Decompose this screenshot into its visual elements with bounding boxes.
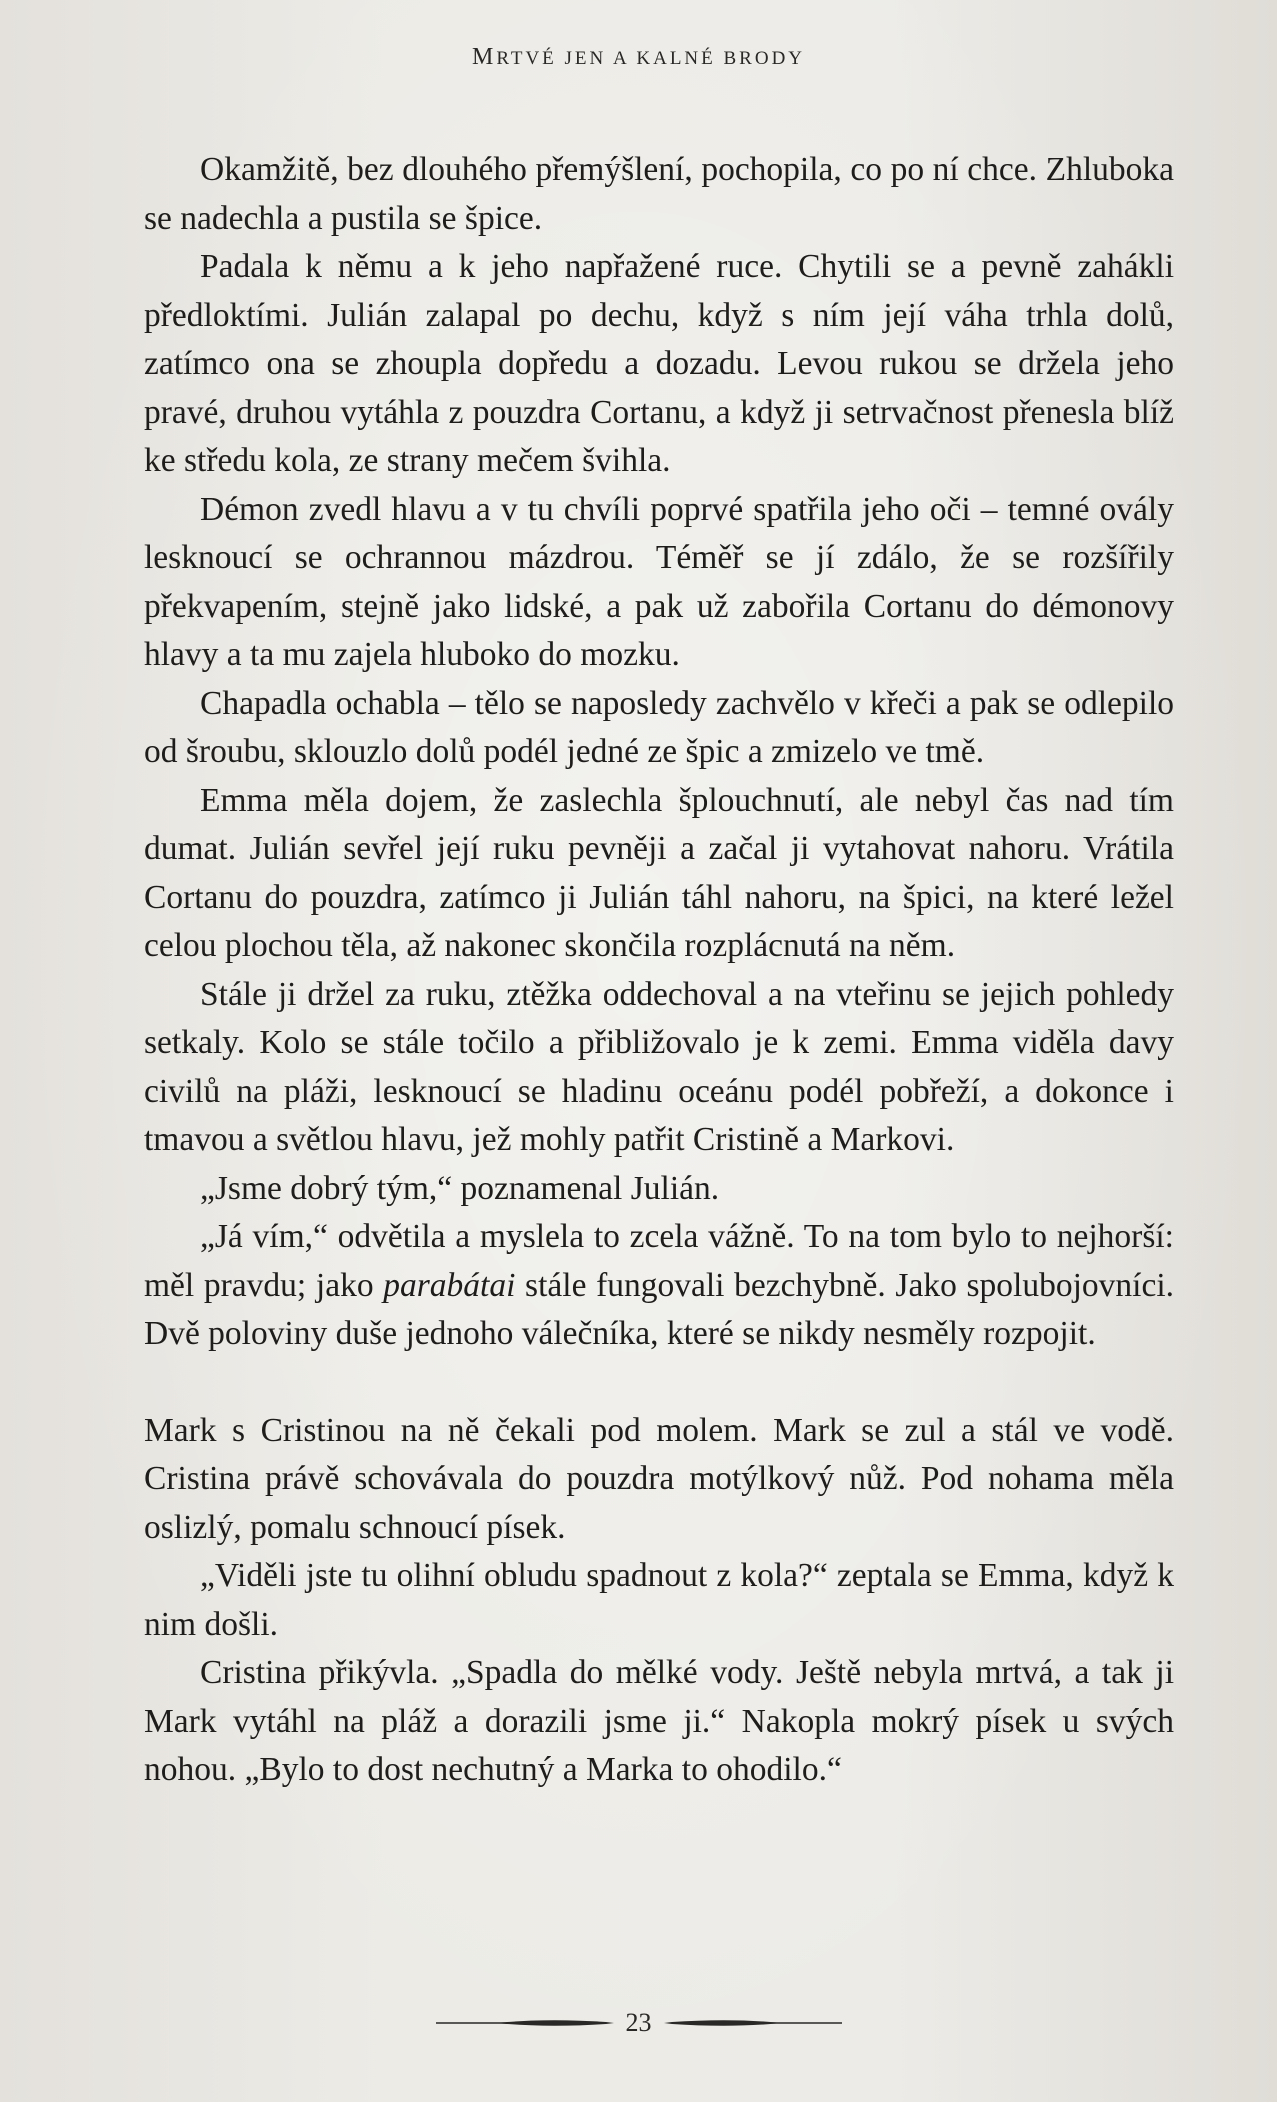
running-head-text: RTVÉ JEN A KALNÉ BRODY [496,48,806,69]
left-flourish-icon [436,2015,616,2031]
paragraph: Stále ji držel za ruku, ztěžka oddechoval a na vteřinu se jejich pohledy setkaly. Kolo se stále točilo a přibližovalo je k zemi. Emma viděla davy civilů na pláži, lesknoucí se hladinu oceánu podél pobřeží, a dokonce i tmavou a světlou hlavu, jež mohly patřit Cristině a Markovi. [144,975,1174,1158]
italic-term: parabátai [383,1266,516,1304]
paragraph: Padala k němu a k jeho napřažené ruce. Chytili se a pevně zahákli předloktími. Julián zalapal po dechu, když s ním její váha trhla dolů, zatímco ona se zhoupla dopředu a dozadu. Levou rukou se držela jeho pravé, druhou vytáhla z pouzdra Cortanu, a když ji setrvačnost přenesla blíž ke středu kola, ze strany mečem švihla. [144,248,1174,479]
running-head-initial: M [471,44,497,70]
paragraph: Cristina přikývla. „Spadla do mělké vody. Ještě nebyla mrtvá, a tak ji Mark vytáhl na pláž a dorazili jsme ji.“ Nakopla mokrý písek u svých nohou. „Bylo to dost nechutný a Marka to ohodilo.“ [144,1654,1174,1788]
paragraph-text: „Já vím,“ odvětila a myslela to zcela vážně. To na tom bylo to nejhorší: měl pravdu; jako [144,1218,1174,1304]
body-text [144,146,1174,1795]
page-footer [0,2008,1277,2038]
paragraph: „Viděli jste tu olihní obludu spadnout z kola?“ zeptala se Emma, když k nim došli. [144,1557,1174,1643]
paragraph: Mark s Cristinou na ně čekali pod molem. Mark se zul a stál ve vodě. Cristina právě schovávala do pouzdra motýlkový nůž. Pod nohama měla oslizlý, pomalu schnoucí písek. [144,1411,1174,1546]
paragraph-text: stále fungovali bezchybně. Jako spolubojovníci. Dvě poloviny duše jednoho válečníka, které se nikdy nesměly rozpojit. [144,1266,1174,1352]
section-break [144,1359,1174,1407]
paragraph: Chapadla ochabla – tělo se naposledy zachvělo v křeči a pak se odlepilo od šroubu, sklouzlo dolů podél jedné ze špic a zmizelo ve tmě. [144,684,1174,770]
paragraph: „Jsme dobrý tým,“ poznamenal Julián. [200,1169,720,1207]
paragraph: Emma měla dojem, že zaslechla šplouchnutí, ale nebyl čas nad tím dumat. Julián sevřel její ruku pevněji a začal ji vytahovat nahoru. Vrátila Cortanu do pouzdra, zatímco ji Julián táhl nahoru, na špici, na které ležel celou plochou těla, až nakonec skončila rozplácnutá na něm. [144,781,1174,964]
right-flourish-icon [662,2015,842,2031]
paragraph [144,1213,1174,1359]
paragraph: Démon zvedl hlavu a v tu chvíli poprvé spatřila jeho oči – temné ovály lesknoucí se ochrannou mázdrou. Téměř se jí zdálo, že se rozšířily překvapením, stejně jako lidské, a pak už zabořila Cortanu do démonovy hlavy a ta mu zajela hluboko do mozku. [144,490,1174,673]
page-number: 23 [625,2008,652,2037]
running-head [0,44,1277,71]
paragraph: Okamžitě, bez dlouhého přemýšlení, pochopila, co po ní chce. Zhluboka se nadechla a pustila se špice. [144,151,1174,237]
